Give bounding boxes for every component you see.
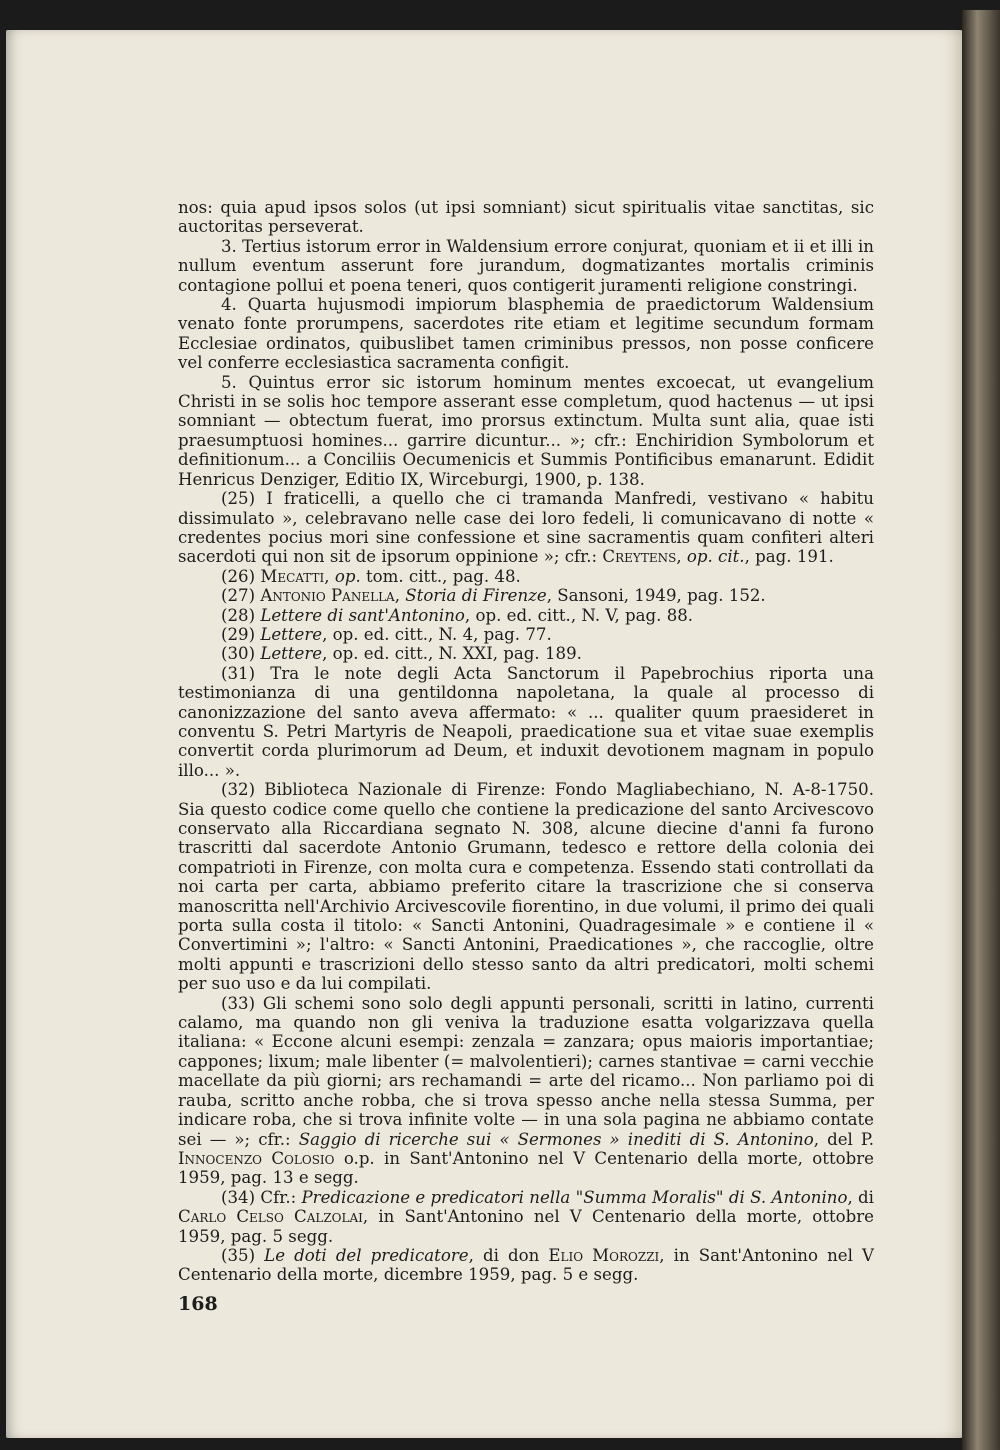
footnote-27: (27) Antonio Panella, Storia di Firenze, Sansoni, 1949, pag. 152.: [221, 586, 766, 606]
paragraph-intro: nos: quia apud ipsos solos (ut ipsi somniant) sicut spiritualis vitae sanctitas, sic auctoritas perseverat.: [178, 198, 874, 237]
footnote-28: (28) Lettere di sant'Antonino, op. ed. citt., N. V, pag. 88.: [221, 605, 694, 625]
footnotes-text: [178, 198, 874, 1285]
footnote-34: (34) Cfr.: Predicazione e predicatori nella "Summa Moralis" di S. Antonino, di Carlo Celso Calzolai, in Sant'Antonino nel V Centenario della morte, ottobre 1959, pag. 5 segg.: [178, 1187, 875, 1246]
footnote-26: (26) Mecatti, op. tom. citt., pag. 48.: [221, 566, 521, 586]
footnote-35: (35) Le doti del predicatore, di don Elio Morozzi, in Sant'Antonino nel V Centenario della morte, dicembre 1959, pag. 5 e segg.: [178, 1245, 874, 1285]
footnote-30: (30) Lettere, op. ed. citt., N. XXI, pag. 189.: [221, 644, 582, 664]
page-number: 168: [178, 1293, 218, 1315]
footnote-31: (31) Tra le note degli Acta Sanctorum il Papebrochius riporta una testimonianza di una gentildonna napoletana, la quale al processo di canonizzazione del santo aveva affermato: « ... qualiter quum praesideret in conventu S. Petri Martyris de Neapoli, praedicatione sua et vitae suae exemplis convertit corda plurimorum ad Deum, et induxit devotionem magnam in populo illo... ».: [178, 663, 874, 780]
paragraph-4: 4. Quarta hujusmodi impiorum blasphemia de praedictorum Waldensium venato fonte prorumpens, sacerdotes rite etiam et legitime secundum formam Ecclesiae ordinatos, quibuslibet tamen criminibus pressos, non posse conficere vel conferre ecclesiastica sacramenta configit.: [178, 295, 874, 373]
footnote-32: (32) Biblioteca Nazionale di Firenze: Fondo Magliabechiano, N. A-8-1750. Sia questo codice come quello che contiene la predicazione del santo Arcivescovo conservato alla Riccardiana segnato N. 308, alcune diecine d'anni fa furono trascritti dal sacerdote Antonio Grumann, tedesco e rettore della colonia dei compatrioti in Firenze, con molta cura e competenza. Essendo stati controllati da noi carta per carta, abbiamo preferito citare la trascrizione che si conserva manoscritta nell'Archivio Arcivescovile fiorentino, in due volumi, il primo dei quali porta sulla costa il titolo: « Sancti Antonini, Quadragesimale » e contiene il « Convertimini »; l'altro: « Sancti Antonini, Praedicationes », che raccoglie, oltre molti appunti e trascrizioni dello stesso santo da altri predicatori, molti schemi per suo uso e da lui compilati.: [178, 780, 874, 994]
footnote-33: (33) Gli schemi sono solo degli appunti personali, scritti in latino, currenti calamo, ma quando non gli veniva la traduzione esatta volgarizzava quella italiana: « Eccone alcuni esempi: zenzala = zanzara; opus maioris importantiae; cappones; lixum; male libenter (= malvolentieri); carnes stantivae = carni vecchie macellate da più giorni; ars rechamandi = arte del ricamo... Non parliamo poi di rauba, scritto anche robba, che si trova spesso anche nella stessa Summa, per indicare roba, che si trova infinite volte — in una sola pagina ne abbiamo contate sei — »; cfr.: Saggio di ricerche sui « Sermones » inediti di S. Antonino, del P. Innocenzo Colosio o.p. in Sant'Antonino nel V Centenario della morte, ottobre 1959, pag. 13 e segg.: [178, 993, 874, 1188]
paragraph-3: 3. Tertius istorum error in Waldensium errore conjurat, quoniam et ii et illi in nullum eventum asserunt fore jurandum, dogmatizantes mortalis criminis contagione pollui et poena teneri, quos contigerit juramenti religione constringi.: [178, 236, 874, 295]
footnote-25: (25) I fraticelli, a quello che ci tramanda Manfredi, vestivano « habitu dissimulato », celebravano nelle case dei loro fedeli, li comunicavano di notte « credentes pocius mori sine confessione et sine sacramentis quam confiteri alteri sacerdoti qui non sit de ipsorum oppinione »; cfr.: Creytens, op. cit., pag. 191.: [178, 489, 874, 567]
page-edge: [962, 10, 1000, 1450]
paragraph-5: 5. Quintus error sic istorum hominum mentes excoecat, ut evangelium Christi in se solis hoc tempore asserant esse completum, quod hactenus — ut ipsi somniant — obtectum fuerat, imo prorsus extinctum. Multa sunt alia, quae isti praesumptuosi homines... garrire dicuntur... »; cfr.: Enchiridion Symbolorum et definitionum... a Conciliis Oecumenicis et Summis Pontificibus emanarunt. Edidit Henricus Denziger, Editio IX, Wirceburgi, 1900, p. 138.: [178, 372, 874, 489]
footnote-29: (29) Lettere, op. ed. citt., N. 4, pag. 77.: [221, 624, 552, 644]
